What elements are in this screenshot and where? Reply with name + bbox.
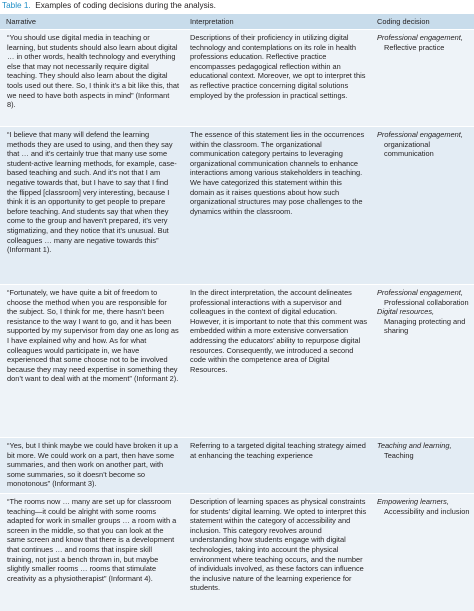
interpretation-cell: Descriptions of their proficiency in utilizing digital technology and contemplations on its role in health professions education. Reflective practice encompasses pedagogical reflection within an educational context. Moreover, we opt to interpret this as reflective practice concerning digital solutions employed by the profession in practical settings. — [182, 30, 374, 127]
coding-item: Reflective practice — [377, 43, 471, 53]
coding-item: Accessibility and inclusion — [377, 507, 471, 517]
interpretation-cell: Description of learning spaces as physical constraints for students’ digital learning. We opted to interpret this statement within the category of accessibility and inclusion. This category revolves around understanding how students engage with digital technologies, taking into account the physical environment where teaching occurs, and the number of individuals involved, as these factors can influence the inclusive nature of the learning experience for students. — [182, 493, 374, 611]
header-narrative: Narrative — [0, 14, 182, 30]
narrative-cell: “The rooms now … many are set up for classroom teaching—it could be alright with some rooms adapted for work in smaller groups … a room with a screen in the middle, so that you can look at the same screen and know that there is a development that continues … and rooms that inspire skill training, not just a bench thrown in, but maybe slightly smaller rooms … rooms that stimulate creativity as a physiotherapist” (Informant 4). — [0, 493, 182, 611]
table-label: Table 1. — [2, 1, 31, 10]
coding-cell — [374, 127, 474, 285]
coding-item: organizational communication — [377, 140, 471, 159]
coding-cell — [374, 493, 474, 611]
coding-item: Managing protecting and sharing — [377, 317, 471, 336]
narrative-cell: “You should use digital media in teaching or learning, but students should also learn about digital … in other words, health technology and everything else that may not necessarily require digital teaching. They should also learn about the digital tools used out there. So, I think it’s a bit like this, that we need to have both aspects in mind” (Informant 8). — [0, 30, 182, 127]
coding-table — [0, 14, 474, 611]
narrative-cell: “I believe that many will defend the learning methods they are used to using, and then they say that … and it’s certainly true that many use some student-active learning methods, for example, case-based teaching and such. And it’s not that I am negative towards that, but I have to say that I find the flipped [classroom] very interesting, because I think it is an opportunity to get people to prepare before teaching. And students say that when they come to the group and haven’t prepared, it’s very stigmatizing, and they notice that it’s unusual. But colleagues … many are negative towards this” (Informant 1). — [0, 127, 182, 285]
interpretation-cell: The essence of this statement lies in the occurrences within the classroom. The organizational communication category pertains to leveraging organizational communication channels to enhance interactions among various stakeholders in teaching. We have categorized this statement within this domain as it raises questions about how such organizational structures may pose challenges to the dynamics within the classroom. — [182, 127, 374, 285]
table-row — [0, 30, 474, 127]
interpretation-cell: In the direct interpretation, the account delineates professional interactions with a supervisor and colleagues in the context of digital education. However, it is important to note that this comment was embedded within a more extensive conversation addressing the educators’ ability to repurpose digital resources. Consequently, we introduced a second code within the competence area of Digital Resources. — [182, 285, 374, 438]
coding-item: Teaching — [377, 451, 471, 461]
table-row — [0, 493, 474, 611]
coding-cell — [374, 285, 474, 438]
table-caption-text: Examples of coding decisions during the analysis. — [35, 1, 216, 10]
header-interpretation: Interpretation — [182, 14, 374, 30]
header-coding-decision: Coding decision — [374, 14, 474, 30]
coding-cell — [374, 438, 474, 494]
table-row — [0, 438, 474, 494]
coding-category: Teaching and learning, — [377, 441, 471, 451]
coding-category: Digital resources, — [377, 307, 471, 317]
table-body — [0, 30, 474, 611]
table-header — [0, 14, 474, 30]
narrative-cell: “Fortunately, we have quite a bit of freedom to choose the method when you are responsible for the subject. So, I think for me, there hasn’t been resistance to the way I want to go, and it has been supported by my supervisor from day one as long as I have explained why and how. As for what colleagues would participate in, we have experienced that some choose not to be involved because they may need expertise in something they don’t want to deal with at the moment” (Informant 2). — [0, 285, 182, 438]
coding-cell — [374, 30, 474, 127]
coding-category: Professional engagement, — [377, 33, 471, 43]
coding-category: Professional engagement, — [377, 130, 471, 140]
interpretation-cell: Referring to a targeted digital teaching strategy aimed at enhancing the teaching experience — [182, 438, 374, 494]
narrative-cell: “Yes, but I think maybe we could have broken it up a bit more. We could work on a part, then have some summaries, and then work on another part, with some summaries, so it doesn’t become so monotonous” (Informant 3). — [0, 438, 182, 494]
coding-category: Empowering learners, — [377, 497, 471, 507]
coding-item: Professional collaboration — [377, 298, 471, 308]
coding-category: Professional engagement, — [377, 288, 471, 298]
table-row — [0, 127, 474, 285]
table-caption — [2, 1, 216, 10]
table-row — [0, 285, 474, 438]
